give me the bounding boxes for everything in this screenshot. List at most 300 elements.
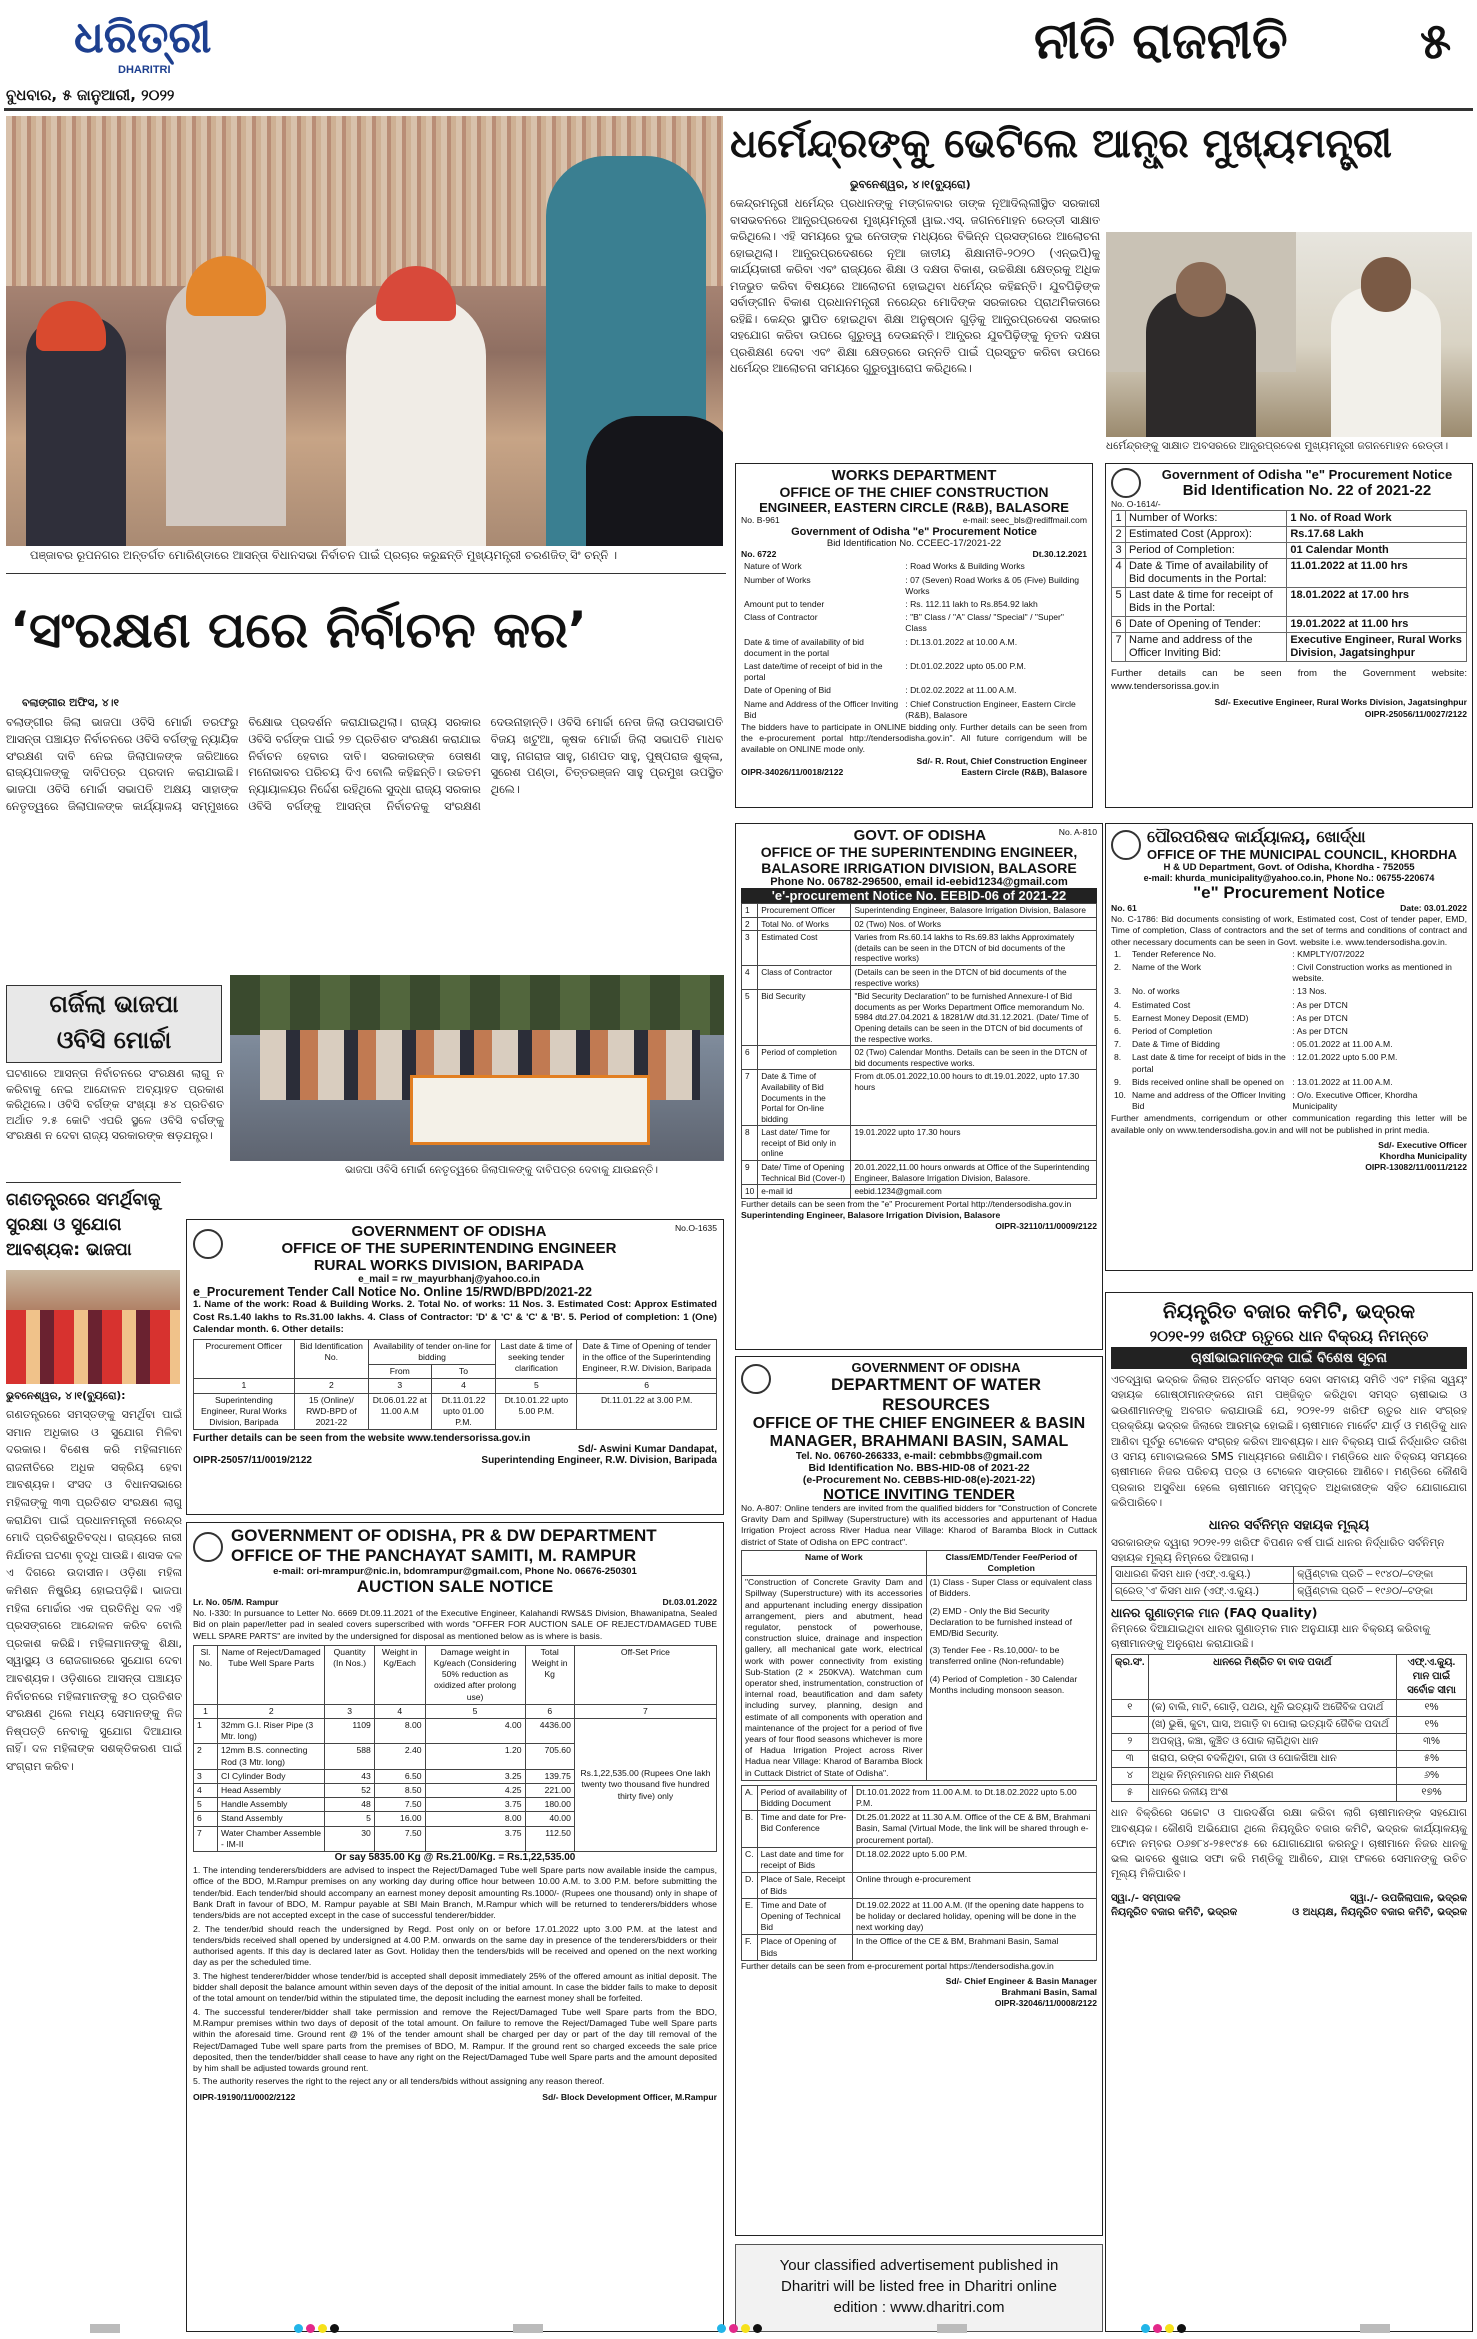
ad-regulated-market-bhadrak <box>1105 1292 1473 2332</box>
water-schedule-row-cell: Dt.25.01.2022 at 11.30 A.M. Office of the CE & BM, Brahmani Basin, Samal (Virtual Mode, the link will be shared through e-procurement portal). <box>853 1811 1097 1848</box>
irrigation-row-cell: 10 <box>742 1185 758 1199</box>
water-schedule-row-cell: D. <box>742 1873 758 1898</box>
rw-row-cell: Last date & time for receipt of Bids in the Portal: <box>1126 588 1287 617</box>
ad-rw-sign: Sd/- Executive Engineer, Rural Works Division, Jagatsinghpur <box>1214 697 1467 708</box>
water-condition: (4) Period of Completion - 30 Calendar Months including monsoon season. <box>929 1673 1078 1695</box>
water-schedule-row-cell: Dt.19.02.2022 at 11.00 A.M. (If the opening date happens to be holiday or declared holiday, opening will be done in the next working day) <box>853 1898 1097 1935</box>
ad-water-notice: NOTICE INVITING TENDER <box>823 1486 1015 1503</box>
rampur-row <box>194 1719 717 1744</box>
quality-row-cell: ୧% <box>1397 1700 1467 1717</box>
quality-row-cell: ୨ <box>1112 1734 1149 1751</box>
rampur-cell: 180.00 <box>525 1798 574 1812</box>
khordha-row-cell: Last date & time for receipt of bids in the portal <box>1131 1052 1286 1074</box>
irrigation-row <box>742 917 1097 931</box>
ad-works-oipr: OIPR-34026/11/0018/2122 <box>741 766 844 777</box>
odisha-seal-icon <box>193 1532 223 1562</box>
ad-irrigation-sign: Superintending Engineer, Balasore Irrigation Division, Balasore <box>741 1210 1001 1221</box>
irrigation-row-cell: Estimated Cost <box>758 931 851 966</box>
ad-khordha-table <box>1111 948 1467 1114</box>
khordha-row <box>1111 1038 1467 1051</box>
irrigation-row-cell: 7 <box>742 1070 758 1126</box>
rampur-offset-price: Rs.1,22,535.00 (Rupees One lakh twenty two thousand five hundred thirty five) only <box>574 1719 716 1852</box>
works-row-cell: : Dt.13.01.2022 at 10.00 A.M. <box>905 636 1018 647</box>
quality-row-cell: ୧% <box>1397 1717 1467 1734</box>
ad-baripada-line2: OFFICE OF THE SUPERINTENDING ENGINEER <box>281 1240 617 1257</box>
rampur-cell: 7.50 <box>374 1798 425 1812</box>
ad-works-title: WORKS DEPARTMENT <box>831 467 997 484</box>
odisha-seal-icon <box>193 1229 223 1259</box>
rampur-cell: 3.75 <box>425 1826 525 1851</box>
ad-rw-oipr: OIPR-25056/11/0027/2122 <box>1364 708 1467 719</box>
ad-rw-baripada <box>186 1219 724 1515</box>
ad-irrigation-phone: Phone No. 06782-296500, email id-eebid1234@gmail.com <box>770 876 1068 888</box>
rampur-cell: Head Assembly <box>218 1784 325 1798</box>
protest-photo <box>230 975 724 1161</box>
masthead-date: ବୁଧବାର, ୫ ଜାନୁଆରୀ, ୨୦୨୨ <box>6 86 175 104</box>
water-schedule-row <box>742 1898 1097 1935</box>
story1-photo-caption: ଧର୍ମେନ୍ଦ୍ରଙ୍କୁ ସାକ୍ଷାତ ଅବସରରେ ଆନ୍ଧ୍ରପ୍ରଦେଶ ମୁଖ୍ୟମନ୍ତ୍ରୀ ଜଗନମୋହନ ରେଡ୍ଡୀ। <box>1106 440 1449 452</box>
works-row <box>741 574 1087 598</box>
ad-works-notice-title: Government of Odisha "e" Procurement Notice <box>791 526 1037 539</box>
rampur-cell: 112.50 <box>525 1826 574 1851</box>
rampur-term: 3. The highest tenderer/bidder whose tender/bid is accepted shall deposit immediately 25% of the offered amount as initial deposit. The bidder shall deposit the balance amount within seven days of the deposit of the initial amount. In case the bidder fails to make to deposit of the total amount on tender/bid within the stipulated time, the deposit including the earnest money shall be forfeited. <box>193 1970 717 2004</box>
water-schedule-row-cell: Online through e-procurement <box>853 1873 1097 1898</box>
works-row <box>741 698 1087 722</box>
rampur-cell: 52 <box>325 1784 374 1798</box>
rw-row-cell: Date & Time of availability of Bid documents in the Portal: <box>1126 559 1287 588</box>
khordha-row-cell: 10. <box>1114 1090 1126 1101</box>
ad-water-footer: Further details can be seen from e-procurement portal https://tendersodisha.gov.in <box>741 1960 1054 1971</box>
irrigation-row <box>742 931 1097 966</box>
khordha-row-cell: 4. <box>1114 999 1122 1010</box>
story3-headline-l1: ଗଣତନ୍ତ୍ରରେ ସମର୍ଥିବାକୁ <box>6 1190 161 1210</box>
protest-photo-caption: ଭାଜପା ଓବିସି ମୋର୍ଚ୍ଚା ନେତୃତ୍ୱରେ ଜିଲାପାଳଙ୍କୁ ଦାବିପତ୍ର ଦେବାକୁ ଯାଉଛନ୍ତି। <box>345 1164 658 1176</box>
story2-subheadline-box <box>6 985 222 1063</box>
rw-row-cell: 19.01.2022 at 11.00 hrs <box>1287 617 1467 633</box>
ad-rampur-sign: Sd/- Block Development Officer, M.Rampur <box>542 2091 717 2102</box>
ad-bhadrak-sign-right2: ଓ ଅଧ୍ୟକ୍ଷ, ନିୟନ୍ତ୍ରିତ ବଜାର କମିଟି, ଭଦ୍ରକ <box>1292 1907 1467 1919</box>
irrigation-row <box>742 1046 1097 1070</box>
ad-rampur-title: GOVERNMENT OF ODISHA, PR & DW DEPARTMENT <box>231 1526 657 1545</box>
ad-works-footer: The bidders have to participate in ONLINE bidding only. Further details can be seen from the e-procurement portal http://tendersodisha.gov.in". All future corrigendum will be available on ONLINE mode only. <box>741 722 1087 755</box>
ad-bhadrak-body4: ଧାନ ବିକ୍ରିରେ ସଚ୍ଚୋଟ ଓ ପାରଦର୍ଶିତା ରକ୍ଷା କରିବା ଲାଗି ଚାଷୀମାନଙ୍କ ସହଯୋଗ ଆବଶ୍ୟକ। କୌଣସି ଅଭିଯୋଗ ଥିଲେ ନିୟନ୍ତ୍ରିତ ବଜାର କମିଟି, ଭଦ୍ରକ କାର୍ଯ୍ୟାଳୟକୁ ଫୋନ ନମ୍ବର ୦୬୭୮୪-୨୫୧୯୪୫ ରେ ଯୋଗାଯୋଗ କରନ୍ତୁ। ଚାଷୀମାନେ ନିଜର ଧାନକୁ ଭଲ ଭାବରେ ଶୁଖାଇ ସଫା କରି ମଣ୍ଡିକୁ ଆଣିବେ, ଯାହା ଫଳରେ ସେମାନଙ୍କୁ ଉଚିତ ମୂଲ୍ୟ ମିଳିପାରିବ। <box>1111 1807 1467 1881</box>
khordha-row-cell: : 05.01.2022 at 11.00 A.M. <box>1292 1039 1393 1050</box>
khordha-row-cell: Name and address of the Officer Inviting Bid <box>1131 1090 1286 1112</box>
khordha-row-cell: Name of the Work <box>1131 962 1202 973</box>
rampur-cell: 4 <box>194 1784 218 1798</box>
irrigation-row <box>742 1185 1097 1199</box>
works-row-cell: Name and Address of the Officer Inviting Bid <box>744 698 899 720</box>
irrigation-row-cell: Period of completion <box>758 1046 851 1070</box>
quality-row-cell: ଧାନରେ ଜଳୀୟ ଅଂଶ <box>1148 1785 1396 1802</box>
water-condition: (1) Class - Super Class or equivalent class of Bidders. <box>929 1577 1092 1599</box>
irrigation-row-cell: 6 <box>742 1046 758 1070</box>
quality-row-cell: ୫% <box>1397 1751 1467 1768</box>
ad-irrigation-notice: 'e'-procurement Notice No. EEBID-06 of 2021-22 <box>741 888 1097 903</box>
ad-irrigation-oipr: OIPR-32110/11/0009/2122 <box>995 1221 1097 1232</box>
ad-works-line2: OFFICE OF THE CHIEF CONSTRUCTION <box>779 484 1049 500</box>
ad-water-oipr: OIPR-32046/11/0008/2122 <box>994 1998 1097 2009</box>
ad-rampur-terms <box>193 1865 717 2088</box>
ad-works-no: No. B-961 <box>741 515 780 525</box>
quality-row-cell: ଅଧିକ ନିମ୍ନମାନର ଧାନ ମିଶ୍ରଣ <box>1148 1768 1396 1785</box>
irrigation-row-cell: 20.01.2022,11.00 hours onwards at Office of the Superintending Engineer, Balasore Irrigation Division, Balasore. <box>851 1161 1097 1185</box>
rampur-term: 5. The authority reserves the right to the reject any or all tenders/bids without assigning any reason thereof. <box>193 2076 605 2087</box>
rw-row-cell: Name and address of the Officer Inviting Bid: <box>1126 633 1287 662</box>
rampur-cell: 1109 <box>325 1719 374 1744</box>
khordha-row-cell: : 13 Nos. <box>1292 986 1327 997</box>
works-row-cell: : Rs. 112.11 lakh to Rs.854.92 lakh <box>905 599 1038 610</box>
ad-works-memo: No. 6722 <box>741 549 777 560</box>
rw-row-cell: Rs.17.68 Lakh <box>1287 527 1467 543</box>
khordha-row-cell: : As per DTCN <box>1292 1012 1348 1023</box>
works-row <box>741 611 1087 635</box>
story2-subheadline-l1: ଗର୍ଜିଲା ଭାଜପା <box>49 990 179 1018</box>
rw-row-cell: 18.01.2022 at 17.00 hrs <box>1287 588 1467 617</box>
rw-row-cell: 3 <box>1112 543 1126 559</box>
ad-khordha-line4: e-mail: khurda_municipality@yahoo.co.in, Phone No.: 06755-220674 <box>1143 873 1435 883</box>
ad-khordha-notice: "e" Procurement Notice <box>1193 883 1385 902</box>
irrigation-row-cell: 8 <box>742 1126 758 1161</box>
ad-baripada-table: Procurement Officer Bid Identification No. Availability of tender on-line for bidding Last date & time of seeking tender clarification Date & Time of Opening of tender in the office of the Superintending Engineer, R.W. Division, Baripada From To 1 2 3 4 5 6 Superintending Engineer, Rural Works Division, Baripada 15 (Online)/ RWD-BPD of 2021-22 Dt.06.01.22 at 11.00 A.M Dt.11.01.22 upto 01.00 P.M. Dt.10.01.22 upto 5.00 P.M. Dt.11.01.22 at 3.00 P.M. <box>193 1339 717 1430</box>
rampur-cell: CI Cylinder Body <box>218 1769 325 1783</box>
quality-row-cell: (ଖ) ଭୁଷି, କୁଟା, ଘାସ, ଅଗାଡ଼ି ବା ପୋଲା ଇତ୍ୟାଦି ଜୈବିକ ପଦାର୍ଥ <box>1148 1717 1396 1734</box>
irrigation-row <box>742 904 1097 918</box>
rampur-cell: 1.20 <box>425 1744 525 1769</box>
water-schedule-row-cell: Time and date for Pre-Bid Conference <box>757 1811 852 1848</box>
irrigation-row-cell: Last date/ Time for receipt of Bid only in online <box>758 1126 851 1161</box>
rampur-cell: 221.00 <box>525 1784 574 1798</box>
khordha-row-cell: : KMPLTY/07/2022 <box>1292 948 1365 959</box>
ad-khordha-sign2: Khordha Municipality <box>1379 1151 1467 1162</box>
irrigation-row-cell: 5 <box>742 990 758 1046</box>
rw-row-cell: Estimated Cost (Approx): <box>1126 527 1287 543</box>
rampur-cell: Water Chamber Assemble - IM-II <box>218 1826 325 1851</box>
msp-row-cell: କ୍ୱିଣ୍ଟାଲ ପ୍ରତି – ୧୯୪୦/–ଟଙ୍କା <box>1294 1567 1467 1584</box>
ad-rampur-date: Dt.03.01.2022 <box>662 1597 717 1607</box>
khordha-row-cell: 8. <box>1114 1052 1122 1063</box>
story2-body: ବଲାଙ୍ଗୀର ଜିଲା ଭାଜପା ଓବିସି ମୋର୍ଚ୍ଚା ତରଫରୁ ଆସନ୍ତା ପଞ୍ଚାୟତ ନିର୍ବାଚନରେ ଓବିସି ବର୍ଗଙ୍କୁ ନ୍ୟାୟିକ ସଂରକ୍ଷଣ ଦାବି ନେଇ ଜିଲାପାଳଙ୍କ ଜରିଆରେ ରାଜ୍ୟପାଳଙ୍କୁ ଦାବିପତ୍ର ପ୍ରଦାନ କରାଯାଇଛି। ଭାଜପା ଓବିସି ମୋର୍ଚ୍ଚା ସଭାପତି ଅକ୍ଷୟ ସାହାଙ୍କ ନେତୃତ୍ୱରେ ଜିଲାପାଳଙ୍କ କାର୍ଯ୍ୟାଳୟ ସମ୍ମୁଖରେ ବିକ୍ଷୋଭ ପ୍ରଦର୍ଶନ କରାଯାଇଥିଲା। ରାଜ୍ୟ ସରକାର ଓବିସି ବର୍ଗଙ୍କ ପାଇଁ ୨୭ ପ୍ରତିଶତ ସଂରକ୍ଷଣ କରାଯାଇ ନିର୍ବାଚନ ହେବାର ଦାବି। ସରକାରଙ୍କ ତୋଷଣ ମନୋଭାବର ପରିଚୟ ଦିଏ ବୋଲି କହିଛନ୍ତି। ଉଚ୍ଚତମ ନ୍ୟାୟାଳୟର ନିର୍ଦ୍ଦେଶ ରହିଥିଲେ ସୁଦ୍ଧା ରାଜ୍ୟ ସରକାର ଓବିସି ବର୍ଗଙ୍କୁ ଆସନ୍ତା ନିର୍ବାଚନକୁ ସଂରକ୍ଷଣ ଦେଉନାହାନ୍ତି। ଓବିସି ମୋର୍ଚ୍ଚା ନେତା ଜିଲା ଉପସଭାପତି ବିଜୟ ଖଟୁଆ, କୃଷକ ମୋର୍ଚ୍ଚା ଜିଲା ସଭାପତି ମାଧବ ସାହୁ, ନାଗରାଜ ସାହୁ, ଗଣପତ ସାହୁ, ପୁଷ୍ପରାଜ ଶୁକ୍ଳା, ସୁରେଶ ପଣ୍ଡା, ଚିତ୍ତରଞ୍ଜନ ସାହୁ ପ୍ରମୁଖ ଉପସ୍ଥିତ ଥିଲେ। <box>6 716 723 813</box>
story2-subheadline-l2: ଓବିସି ମୋର୍ଚ୍ଚା <box>56 1026 172 1054</box>
quality-row <box>1112 1734 1467 1751</box>
rampur-cell: 588 <box>325 1744 374 1769</box>
works-row-cell: Number of Works <box>744 574 811 585</box>
quality-row <box>1112 1700 1467 1717</box>
irrigation-row-cell: Superintending Engineer, Balasore Irrigation Division, Balasore <box>851 904 1097 918</box>
rw-row <box>1112 617 1467 633</box>
works-row <box>741 684 1087 697</box>
khordha-row-cell: Bids received online shall be opened on <box>1131 1076 1284 1087</box>
ad-rw-title: Government of Odisha "e" Procurement Notice <box>1161 467 1453 482</box>
rw-row <box>1112 633 1467 662</box>
ad-water-sign: Sd/- Chief Engineer & Basin Manager <box>945 1975 1097 1986</box>
rampur-cell: 139.75 <box>525 1769 574 1783</box>
works-row-cell: Class of Contractor <box>744 612 818 623</box>
ad-works-date: Dt.30.12.2021 <box>1032 549 1087 560</box>
ad-rampur-oipr: OIPR-19190/11/0002/2122 <box>193 2091 296 2102</box>
ad-water-tel: Tel. No. 06760-266333, e-mail: cebmbbs@gmail.com <box>795 1451 1043 1462</box>
water-schedule-row-cell: Dt.18.02.2022 upto 5.00 P.M. <box>853 1847 1097 1872</box>
water-schedule-row <box>742 1847 1097 1872</box>
masthead-section: ନୀତି ରାଜନୀତି <box>1034 12 1288 70</box>
ad-rampur-table: Sl. No. Name of Reject/Damaged Tube Well Spare Parts Quantity (In Nos.) Weight in Kg/Each Damage weight in Kg/each (Considering 50% reduction as oxidized after prolong use) Total Weight in Kg Off-Set Price 1 2 3 4 5 6 7 1 32mm G.I. Riser Pipe (3 Mtr. long) 1109 8.00 4.00 4436.00 Rs.1,22,535.00 (Rupees One lakh twenty two thousand five hundred thirty five) only 2 12mm B.S. connecting Rod (3 Mtr. long) 588 2.40 1.20 705.60 3 CI Cylinder Body 43 6.50 3.25 139.75 4 Head Assembly 52 8.50 4.25 221.00 5 Handle Assembly 48 7.50 3.75 180.00 6 Stand Assembly 5 16.00 8.00 40.00 7 Water Chamber Assemble - IM-II 30 7.50 3.75 112.50 <box>193 1645 717 1852</box>
rampur-cell: 48 <box>325 1798 374 1812</box>
rw-row-cell: 1 No. of Road Work <box>1287 511 1467 527</box>
rampur-cell: 5 <box>194 1798 218 1812</box>
rampur-cell: 32mm G.I. Riser Pipe (3 Mtr. long) <box>218 1719 325 1744</box>
khordha-row-cell: 2. <box>1114 962 1122 973</box>
rampur-cell: 2 <box>194 1744 218 1769</box>
ad-bhadrak-title: ନିୟନ୍ତ୍ରିତ ବଜାର କମିଟି, ଭଦ୍ରକ <box>1162 1299 1416 1323</box>
water-schedule-row-cell: Period of availability of Bidding Document <box>757 1785 852 1810</box>
ad-rampur-no: Lr. No. 05/M. Rampur <box>193 1597 279 1607</box>
irrigation-row-cell: (Details can be seen in the DTCN of bid documents of the respective works) <box>851 965 1097 989</box>
khordha-row <box>1111 1089 1467 1113</box>
ad-bhadrak-sub2: ଧାନର ଗୁଣାତ୍ମକ ମାନ (FAQ Quality) <box>1111 1605 1318 1621</box>
irrigation-row-cell: Procurement Officer <box>758 904 851 918</box>
water-schedule-row-cell: Dt.10.01.2022 from 11.00 A.M. to Dt.18.02.2022 upto 5.00 P.M. <box>853 1785 1097 1810</box>
rampur-cell: 43 <box>325 1769 374 1783</box>
quality-row-cell: (କ) ବାଲି, ମାଟି, ଗୋଡ଼ି, ପଥର, ଧୂଳି ଇତ୍ୟାଦି ଅଜୈବିକ ପଦାର୍ଥ <box>1148 1700 1396 1717</box>
irrigation-row-cell: Total No. of Works <box>758 917 851 931</box>
ad-baripada-email: e_mail = rw_mayurbhanj@yahoo.co.in <box>358 1274 540 1285</box>
quality-row-cell: ୩% <box>1397 1734 1467 1751</box>
rw-row-cell: 7 <box>1112 633 1126 662</box>
ad-irrigation-ref: No. A-810 <box>1058 827 1097 837</box>
ad-irrigation-title: GOVT. OF ODISHA <box>853 827 987 844</box>
rw-row-cell: Period of Completion: <box>1126 543 1287 559</box>
ad-bhadrak-line3: ଚାଷୀଭାଇମାନଙ୍କ ପାଇଁ ବିଶେଷ ସୂଚନା <box>1111 1347 1467 1369</box>
works-row-cell: : Chief Construction Engineer, Eastern Circle (R&B), Balasore <box>905 698 1076 720</box>
ad-rampur-notice: AUCTION SALE NOTICE <box>356 1577 554 1596</box>
ad-bhadrak-quality-table: କ୍ର.ସଂ. ଧାନରେ ମିଶ୍ରିତ ବା ବାଦ ପଦାର୍ଥ ଏଫ୍.ଏ.କ୍ୟୁ. ମାନ ପାଇଁ ସର୍ବୋଚ୍ଚ ସୀମା ୧ (କ) ବାଲି, ମାଟି, ଗୋଡ଼ି, ପଥର, ଧୂଳି ଇତ୍ୟାଦି ଅଜୈବିକ ପଦାର୍ଥ ୧% (ଖ) ଭୁଷି, କୁଟା, ଘାସ, ଅଗାଡ଼ି ବା ପୋଲା ଇତ୍ୟାଦି ଜୈବିକ ପଦାର୍ଥ ୧% ୨ ଅପକ୍ୱ, କଞ୍ଚା, କୁଞ୍ଚିତ ଓ ପୋକ ଲାଗିଥିବା ଧାନ ୩% ୩ ଖରାପ, ରଙ୍ଗ ବଦଳିଥିବା, ଗଜା ଓ ପୋକଖିଆ ଧାନ ୫% ୪ ଅଧିକ ନିମ୍ନମାନର ଧାନ ମିଶ୍ରଣ ୬% ୫ ଧାନରେ ଜଳୀୟ ଅଂଶ ୧୭% <box>1111 1654 1467 1802</box>
quality-row <box>1112 1717 1467 1734</box>
msp-row-cell: ସାଧାରଣ କିସମ ଧାନ (ଏଫ୍.ଏ.କ୍ୟୁ.) <box>1112 1567 1294 1584</box>
registration-marks <box>90 2324 1390 2334</box>
ad-irrigation-table <box>741 903 1097 1199</box>
ad-water-title: GOVERNMENT OF ODISHA <box>851 1360 1021 1375</box>
irrigation-row-cell: 02 (Two) Calendar Months. Details can be seen in the DTCN of bid documents respective works. <box>851 1046 1097 1070</box>
khordha-row <box>1111 948 1467 961</box>
rampur-cell: 6 <box>194 1812 218 1826</box>
quality-row <box>1112 1768 1467 1785</box>
irrigation-row-cell: 19.01.2022 upto 17.30 hours <box>851 1126 1097 1161</box>
ad-irrigation-line2: OFFICE OF THE SUPERINTENDING ENGINEER, <box>760 844 1078 860</box>
rw-row-cell: Executive Engineer, Rural Works Division, Jagatsinghpur <box>1287 633 1467 662</box>
rw-row <box>1112 559 1467 588</box>
rampur-cell: 2.40 <box>374 1744 425 1769</box>
khordha-row-cell: Estimated Cost <box>1131 999 1191 1010</box>
irrigation-row <box>742 1070 1097 1126</box>
khordha-row <box>1111 1025 1467 1038</box>
rw-row <box>1112 511 1467 527</box>
ad-rw-subtitle: Bid Identification No. 22 of 2021-22 <box>1182 482 1432 499</box>
works-row-cell: : Road Works & Building Works <box>905 561 1025 572</box>
rw-row-cell: 4 <box>1112 559 1126 588</box>
ad-water-schedule <box>741 1785 1097 1961</box>
water-schedule-row-cell: Last date and time for receipt of Bids <box>757 1847 852 1872</box>
khordha-row-cell: 5. <box>1114 1012 1122 1023</box>
irrigation-row <box>742 990 1097 1046</box>
rw-row <box>1112 543 1467 559</box>
ad-khordha-date: Date: 03.01.2022 <box>1400 903 1467 913</box>
works-row <box>741 598 1087 611</box>
khordha-row-cell: Earnest Money Deposit (EMD) <box>1131 1012 1249 1023</box>
ad-bhadrak-line2: ୨୦୨୧-୨୨ ଖରିଫ ଋତୁରେ ଧାନ ବିକ୍ରୟ ନିମନ୍ତେ <box>1149 1327 1429 1345</box>
works-row-cell: Date of Opening of Bid <box>744 685 831 696</box>
ad-irrigation-line3: BALASORE IRRIGATION DIVISION, BALASORE <box>761 860 1077 876</box>
rw-row-cell: Number of Works: <box>1126 511 1287 527</box>
rw-row-cell: 6 <box>1112 617 1126 633</box>
quality-row-cell: ୫ <box>1112 1785 1149 1802</box>
water-schedule-row <box>742 1811 1097 1848</box>
rampur-cell: 16.00 <box>374 1812 425 1826</box>
ad-works-sign: Sd/- R. Rout, Chief Construction Engineer <box>916 755 1087 766</box>
water-schedule-row-cell: B. <box>742 1811 758 1848</box>
quality-row-cell: ୧ <box>1112 1700 1149 1717</box>
works-row-cell: Date & time of availability of bid document in the portal <box>744 636 864 658</box>
classified-line2: Dharitri will be listed free in Dharitri online <box>781 2278 1057 2295</box>
ad-water-line3: OFFICE OF THE CHIEF ENGINEER & BASIN <box>752 1415 1086 1432</box>
ad-irrigation-balasore <box>735 823 1103 1350</box>
odisha-seal-icon <box>1111 468 1141 498</box>
khordha-row-cell: : Civil Construction works as mentioned in website. <box>1292 962 1452 984</box>
ad-bhadrak-sign-left: ସ୍ୱା./- ସମ୍ପାଦକ <box>1111 1893 1181 1905</box>
rampur-cell: 7.50 <box>374 1826 425 1851</box>
irrigation-row-cell: 4 <box>742 965 758 989</box>
ad-khordha-title: ପୌରପରିଷଦ କାର୍ଯ୍ୟାଳୟ, ଖୋର୍ଦ୍ଧା <box>1147 827 1366 846</box>
rampur-cell: 40.00 <box>525 1812 574 1826</box>
khordha-row-cell: : 12.01.2022 upto 5.00 P.M. <box>1292 1052 1398 1063</box>
water-schedule-row-cell: A. <box>742 1785 758 1810</box>
khordha-row-cell: 9. <box>1114 1076 1122 1087</box>
ad-bhadrak-msp-table <box>1111 1566 1467 1601</box>
ad-rw-footer: Further details can be seen from the Government website: www.tendersorissa.gov.in <box>1111 668 1467 692</box>
story3-headline-l3: ଆବଶ୍ୟକ: ଭାଜପା <box>6 1240 132 1260</box>
story3-headline <box>6 1188 184 1263</box>
irrigation-row-cell: Date & Time of Availability of Bid Documents in the Portal for On-line bidding <box>758 1070 851 1126</box>
ad-water-sign2: Brahmani Basin, Samal <box>1001 1987 1097 1998</box>
rampur-cell: 4.00 <box>425 1719 525 1744</box>
irrigation-row-cell: Varies from Rs.60.14 lakhs to Rs.69.83 lakhs Approximately (details can be seen in the DTCN of bid documents of the respective works) <box>851 931 1097 966</box>
print-registration-strip <box>0 2318 1477 2339</box>
story3-body: ଗଣତନ୍ତ୍ରରେ ସମସ୍ତଙ୍କୁ ସମର୍ଥିବା ପାଇଁ ସମାନ ଅଧିକାର ଓ ସୁଯୋଗ ମିଳିବା ଦରକାର। ବିଶେଷ କରି ମହିଳାମାନେ ରାଜନୀତିରେ ଅଧିକ ସକ୍ରିୟ ହେବା ଆବଶ୍ୟକ। ସଂସଦ ଓ ବିଧାନସଭାରେ ମହିଳାଙ୍କୁ ୩୩ ପ୍ରତିଶତ ସଂରକ୍ଷଣ ଲାଗୁ କରାଯିବା ପାଇଁ ପ୍ରଧାନମନ୍ତ୍ରୀ ନରେନ୍ଦ୍ର ମୋଦି ପ୍ରତିଶ୍ରୁତିବଦ୍ଧ। ରାଜ୍ୟରେ ନାରୀ ନିର୍ଯାତନା ଘଟଣା ବୃଦ୍ଧି ପାଉଛି। ଶାସକ ଦଳ ଏ ଦିଗରେ ଉଦାସୀନ। ଓଡ଼ିଶା ମହିଳା କମିଶନ ନିଷ୍କ୍ରିୟ ହୋଇପଡ଼ିଛି। ଭାଜପା ମହିଳା ମୋର୍ଚ୍ଚାର ଏକ ପ୍ରତିନିଧି ଦଳ ଏହି ପ୍ରସଙ୍ଗରେ ଆନ୍ଦୋଳନ କରିବ ବୋଲି ପ୍ରକାଶ କରିଛି। ମହିଳାମାନଙ୍କୁ ଶିକ୍ଷା, ସ୍ୱାସ୍ଥ୍ୟ ଓ ରୋଜଗାରରେ ସୁଯୋଗ ଦେବା ଆବଶ୍ୟକ। ଓଡ଼ିଶାରେ ଆସନ୍ତା ପଞ୍ଚାୟତ ନିର୍ବାଚନରେ ମହିଳାମାନଙ୍କୁ ୫୦ ପ୍ରତିଶତ ସଂରକ୍ଷଣ ଥିଲେ ମଧ୍ୟ ସେମାନଙ୍କୁ ନିଜ ନିଷ୍ପତ୍ତି ନେବାକୁ ସୁଯୋଗ ଦିଆଯାଉ ନାହିଁ। ଦଳ ମହିଳାଙ୍କ ସଶକ୍ତିକରଣ ପାଇଁ ସଂଗ୍ରାମ କରିବ। <box>6 1408 182 1773</box>
rw-row-cell: 5 <box>1112 588 1126 617</box>
water-condition: (2) EMD - Only the Bid Security Declaration to be furnished instead of EMD/Bid Security. <box>929 1605 1072 1639</box>
story2-dateline: ବଲାଙ୍ଗୀର ଅଫିସ, ୪।୧ <box>22 697 119 709</box>
water-condition: (3) Tender Fee - Rs.10,000/- to be transferred online (Non-refundable) <box>929 1645 1064 1667</box>
ad-baripada-ref: No.O-1635 <box>674 1223 717 1233</box>
quality-row-cell: ୩ <box>1112 1751 1149 1768</box>
khordha-row-cell: : As per DTCN <box>1292 1026 1348 1037</box>
khordha-row-cell: 1. <box>1114 948 1122 959</box>
masthead-page-number: ୫ <box>1420 12 1452 70</box>
rampur-cell: 30 <box>325 1826 374 1851</box>
ad-works-table <box>741 560 1087 722</box>
quality-row-cell: ଖରାପ, ରଙ୍ଗ ବଦଳିଥିବା, ଗଜା ଓ ପୋକଖିଆ ଧାନ <box>1148 1751 1396 1768</box>
irrigation-row-cell: e-mail id <box>758 1185 851 1199</box>
ad-water-resources-samal <box>735 1356 1103 2236</box>
ad-khordha-no: No. 61 <box>1111 903 1137 913</box>
khordha-row <box>1111 985 1467 998</box>
works-row <box>741 636 1087 660</box>
rw-row-cell: 2 <box>1112 527 1126 543</box>
water-schedule-row-cell: C. <box>742 1847 758 1872</box>
ad-rampur-say: Or say 5835.00 Kg @ Rs.21.00/Kg. = Rs.1,22,535.00 <box>334 1852 576 1864</box>
irrigation-row-cell: Class of Contractor <box>758 965 851 989</box>
quality-row-cell: ୪ <box>1112 1768 1149 1785</box>
irrigation-row-cell: Date/ Time of Opening Technical Bid (Cover-I) <box>758 1161 851 1185</box>
irrigation-row-cell: 1 <box>742 904 758 918</box>
rw-row-cell: 1 <box>1112 511 1126 527</box>
irrigation-row-cell: 9 <box>742 1161 758 1185</box>
rampur-cell: 6.50 <box>374 1769 425 1783</box>
rw-row-cell: 01 Calendar Month <box>1287 543 1467 559</box>
bjp-women-photo <box>6 1270 180 1384</box>
ad-water-line4: MANAGER, BRAHMANI BASIN, SAMAL <box>769 1433 1069 1450</box>
ad-panchayat-samiti-rampur <box>186 1522 724 2332</box>
khordha-row-cell: No. of works <box>1131 986 1180 997</box>
classified-line3: edition : www.dharitri.com <box>833 2299 1005 2316</box>
rampur-cell: 705.60 <box>525 1744 574 1769</box>
rampur-cell: 5 <box>325 1812 374 1826</box>
ad-bhadrak-body1: ଏତଦ୍ୱାରା ଭଦ୍ରକ ଜିଲାର ଅନ୍ତର୍ଗତ ସମସ୍ତ ସେବା ସମବାୟ ସମିତି ଏବଂ ମହିଳା ସ୍ୱୟଂ ସହାୟକ ଗୋଷ୍ଠୀମାନଙ୍କରେ ନାମ ପଞ୍ଜିକୃତ କରିଥିବା ସମସ୍ତ ଚାଷୀଭାଇ ଓ ଭଉଣୀମାନଙ୍କୁ ଅବଗତ କରାଯାଉଛି ଯେ, ୨୦୨୧-୨୨ ଖରିଫ ଋତୁର ଧାନ ସଂଗ୍ରହ ପ୍ରକ୍ରିୟା ଭଦ୍ରକ ଜିଲାରେ ଆରମ୍ଭ ହୋଇଛି। ଚାଷୀମାନେ ମାର୍କେଟ ଯାର୍ଡ଼ ଓ ମଣ୍ଡିକୁ ଧାନ ଆଣିବା ପୂର୍ବରୁ ଟୋକେନ ସଂଗ୍ରହ କରିବା ଆବଶ୍ୟକ। ଧାନ ବିକ୍ରୟ ପାଇଁ ନିର୍ଦ୍ଧାରିତ ତାରିଖ ଓ ସମୟ ମୋବାଇଲରେ SMS ମାଧ୍ୟମରେ ଜଣାଯିବ। ମଣ୍ଡିରେ ଧାନ ବିକ୍ରୟ ସମୟରେ ଚାଷୀମାନେ ନିଜର ପରିଚୟ ପତ୍ର ଓ ଟୋକେନ ସାଙ୍ଗରେ ଆଣିବେ। ମଣ୍ଡିରେ କୌଣସି ପ୍ରକାର ଅସୁବିଧା ହେଲେ ଚାଷୀମାନେ ସମ୍ପୃକ୍ତ ଅଧିକାରୀଙ୍କ ସହିତ ଯୋଗାଯୋଗ କରିପାରିବେ। <box>1111 1374 1467 1510</box>
irrigation-row-cell: Bid Security <box>758 990 851 1046</box>
ad-khordha-oipr: OIPR-13082/11/0011/2122 <box>1365 1162 1467 1173</box>
water-schedule-row-cell: Place of Sale, Receipt of Bids <box>757 1873 852 1898</box>
ad-rampur-email: e-mail: ori-mrampur@nic.in, bdomrampur@gmail.com, Phone No. 06676-250301 <box>273 1566 637 1577</box>
ad-bhadrak-body3: ନିମ୍ନରେ ଦିଆଯାଇଥିବା ଧାନର ଗୁଣାତ୍ମକ ମାନ ଅନୁଯାୟୀ ଧାନ ବିକ୍ରୟ କରିବାକୁ ଚାଷୀମାନଙ୍କୁ ଅନୁରୋଧ କରାଯାଉଛି। <box>1111 1623 1430 1651</box>
ad-water-intro: No. A-807: Online tenders are invited from the qualified bidders for "Construction of Concrete Gravity Dam and Spillway (Superstructure) with its accessories and appurtenant of Hadua Irrigation Project across River Hadua near Village: Kharod of Baramba Block in Cuttack district of State of Odisha on EPC contract". <box>741 1503 1097 1547</box>
ad-water-bid1: Bid Identification No. BBS-HID-08 of 2021-22 <box>808 1462 1030 1474</box>
water-schedule-row <box>742 1873 1097 1898</box>
irrigation-row-cell: From dt.05.01.2022,10.00 hours to dt.19.01.2022, upto 17.30 hours <box>851 1070 1097 1126</box>
msp-row-cell: କ୍ୱିଣ୍ଟାଲ ପ୍ରତି – ୧୯୬୦/–ଟଙ୍କା <box>1294 1584 1467 1601</box>
rampur-cell: 4.25 <box>425 1784 525 1798</box>
rampur-cell: 3.25 <box>425 1769 525 1783</box>
water-schedule-row-cell: E. <box>742 1898 758 1935</box>
story1-body: କେନ୍ଦ୍ରମନ୍ତ୍ରୀ ଧର୍ମେନ୍ଦ୍ର ପ୍ରଧାନଙ୍କୁ ମଙ୍ଗଳବାର ତାଙ୍କ ନୂଆଦିଲ୍ଲୀସ୍ଥିତ ସରକାରୀ ବାସଭବନରେ ଆନ୍ଧ୍ରପ୍ରଦେଶ ମୁଖ୍ୟମନ୍ତ୍ରୀ ୱାଇ.ଏସ୍. ଜଗନମୋହନ ରେଡ୍ଡୀ ସାକ୍ଷାତ କରିଥିଲେ। ଏହି ସମୟରେ ଦୁଇ ନେତାଙ୍କ ମଧ୍ୟରେ ବିଭିନ୍ନ ପ୍ରସଙ୍ଗରେ ଆଲୋଚନା ହୋଇଥିଲା। ଆନ୍ଧ୍ରପ୍ରଦେଶରେ ନୂଆ ଜାତୀୟ ଶିକ୍ଷାନୀତି-୨୦୨୦ (ଏନ୍‌ଇପି)କୁ କାର୍ଯ୍ୟକାରୀ କରିବା ଏବଂ ରାଜ୍ୟରେ ଶିକ୍ଷା ଓ ଦକ୍ଷତା ବିକାଶ, ଉଚ୍ଚଶିକ୍ଷା କ୍ଷେତ୍ରକୁ ଅଧିକ ମଜଭୁତ କରିବା ବିଷୟରେ ଆଲୋଚନା ହୋଇଥିବା ଧର୍ମେନ୍ଦ୍ର କହିଛନ୍ତି। ଯୁବପିଢ଼ିଙ୍କ ସର୍ବାଙ୍ଗୀନ ବିକାଶ ପ୍ରଧାନମନ୍ତ୍ରୀ ନରେନ୍ଦ୍ର ମୋଦିଙ୍କ ସରକାରର ପ୍ରାଥମିକତାରେ ରହିଛି। କେନ୍ଦ୍ର ସ୍ଥାପିତ ହୋଇଥିବା ଶିକ୍ଷା ଅନୁଷ୍ଠାନ ଗୁଡ଼ିକୁ ଆନ୍ଧ୍ରପ୍ରଦେଶ ସରକାର ସହଯୋଗ କରିବା ଉପରେ ଗୁରୁତ୍ୱ ଦେଉଛନ୍ତି। ଆନ୍ଧ୍ରର ଯୁବପିଢ଼ିଙ୍କୁ ନୂତନ ଦକ୍ଷତା ପ୍ରଶିକ୍ଷଣ ଦେବା ଏବଂ ଶିକ୍ଷା କ୍ଷେତ୍ରରେ ଉନ୍ନତି ପାଇଁ ପ୍ରସ୍ତୁତ କରିବା ଉପରେ ଧର୍ମେନ୍ଦ୍ର ଆଲୋଚନା ସମୟରେ ଗୁରୁତ୍ୱାରୋପ କରିଥିଲେ। <box>730 197 1100 375</box>
rampur-term: 1. The intending tenderers/bidders are advised to inspect the Reject/Damaged Tube well Spare parts now available inside the campus, office of the BDO, M.Rampur premises on any working day during office hour between 10.00 A.M. to 3.00 P.M. before submitting the tender/bid. Each tender/bid should accompany an earnest money deposit amounting Rs.1000/- (Rupees one thousand) only in shape of Bank Draft in favour of BDO, M. Rampur payable at SBI Main Branch, M.Rampur which will be returned to tenderers/bidders whose tenders/bids are not accepted except in the case of successful tenderer/bidder. <box>193 1865 717 1921</box>
works-row-cell: Amount put to tender <box>744 599 825 610</box>
irrigation-row-cell: 3 <box>742 931 758 966</box>
odisha-seal-icon <box>1111 830 1141 860</box>
works-row <box>741 560 1087 573</box>
story2-sub-body: ଘଟଣାରେ ଆସନ୍ତା ନିର୍ବାଚନରେ ସଂରକ୍ଷଣ ଲାଗୁ ନ କରିବାକୁ ନେଇ ଆନ୍ଦୋଳନ ଅବ୍ୟାହତ ପ୍ରକାଶ କରିଥିଲେ। ଓବିସି ବର୍ଗଙ୍କ ସଂଖ୍ୟା ୫୪ ପ୍ରତିଶତ ଅର୍ଥାତ ୨.୫ କୋଟି ଏପରି ସ୍ଥଳେ ଓବିସି ବର୍ଗଙ୍କୁ ସଂରକ୍ଷଣ ନ ଦେବା ରାଜ୍ୟ ସରକାରଙ୍କ ଷଡ଼ଯନ୍ତ୍ର। <box>6 1067 224 1142</box>
works-row-cell: : Dt.01.02.2022 upto 05.00 P.M. <box>905 661 1027 672</box>
khordha-row-cell: Tender Reference No. <box>1131 948 1217 959</box>
ad-baripada-sign2: Superintending Engineer, R.W. Division, Baripada <box>481 1455 717 1467</box>
rampur-term: 2. The tender/bid should reach the undersigned by Regd. Post only on or before 17.01.2022 upto 3.00 P.M. at the latest and tenders/bids received shall opened by undersigned at 4.00 P.M. onwards on the same day in presence of the tenderers/bidders or their authorised agents. If this day is declared later as Govt. Holiday then the tenders/bids will be received and opened on the next working day as per the scheduled time. <box>193 1923 717 1968</box>
msp-row <box>1112 1584 1467 1601</box>
quality-row-cell: ୧୭% <box>1397 1785 1467 1802</box>
khordha-row <box>1111 961 1467 985</box>
quality-row-cell: ଅପକ୍ୱ, କଞ୍ଚା, କୁଞ୍ଚିତ ଓ ପୋକ ଲାଗିଥିବା ଧାନ <box>1148 1734 1396 1751</box>
ad-works-email: e-mail: seec_bls@rediffmail.com <box>962 515 1087 525</box>
works-row-cell: Last date/time of receipt of bid in the portal <box>744 661 883 683</box>
khordha-row-cell: 6. <box>1114 1026 1122 1037</box>
ad-rw-no: No. O-1614/- <box>1111 499 1161 509</box>
ad-baripada-desc: 1. Name of the work: Road & Building Works. 2. Total No. of works: 11 Nos. 3. Estimated Cost: Approx Estimated Cost Rs.1.40 lakhs to Rs.31.00 lakhs. 4. Class of Contractor: 'D' & 'C' & 'C' & 'B'. 5. Period of completion: 1 (One) Calendar month. 6. Other details: <box>193 1299 717 1336</box>
ad-baripada-title: GOVERNMENT OF ODISHA <box>351 1223 547 1240</box>
irrigation-row <box>742 965 1097 989</box>
rw-row-cell: Date of Opening of Tender: <box>1126 617 1287 633</box>
khordha-row-cell: : O/o. Executive Officer, Khordha Municipality <box>1292 1090 1418 1112</box>
rampur-cell: 8.50 <box>374 1784 425 1798</box>
rampur-cell: 3 <box>194 1769 218 1783</box>
rampur-cell: 4436.00 <box>525 1719 574 1744</box>
ad-khordha-line3: H & UD Department, Govt. of Odisha, Khordha - 752055 <box>1163 862 1415 873</box>
